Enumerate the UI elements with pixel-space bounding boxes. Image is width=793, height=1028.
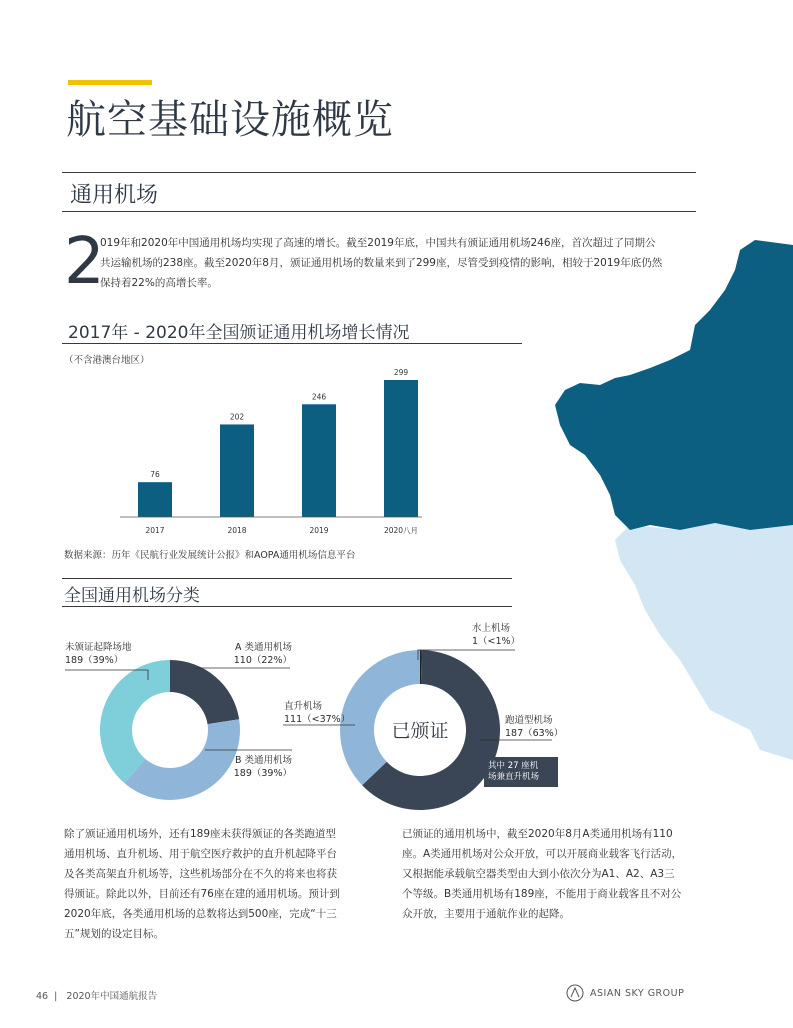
bar-category-label: 2019 — [309, 526, 329, 535]
bar-value-label: 202 — [229, 412, 245, 422]
bar-value-label: 76 — [150, 470, 160, 480]
text-line: 2020年底，各类通用机场的总数将达到500座，完成“十三 — [64, 908, 337, 920]
page-number: 46 — [36, 991, 49, 1002]
donut-center-label: 已颁证 — [391, 720, 449, 742]
bar-value-label: 299 — [393, 368, 409, 377]
label-class-a: A 类通用机场 110（22%） — [233, 642, 292, 666]
text-line: 五”规划的设定目标。 — [64, 928, 164, 940]
footer-divider: | — [51, 991, 64, 1002]
bottom-left-paragraph — [64, 824, 384, 944]
bar-value-label: 246 — [311, 392, 327, 402]
leader-water — [418, 650, 515, 660]
growth-chart-title: 2017年 - 2020年全国颁证通用机场增长情况 — [68, 323, 410, 343]
brand-name: ASIAN SKY GROUP — [590, 987, 685, 999]
growth-chart-note: （不含港澳台地区） — [64, 355, 150, 366]
text-line: 及各类高架直升机场等，这些机场部分在不久的将来也将获 — [64, 868, 337, 880]
text-line: 得颁证。除此以外，目前还有76座在建的通用机场。预计到 — [64, 888, 340, 900]
text-line: 个等级。B类通用机场有189座，不能用于商业载客且不对公 — [402, 888, 682, 900]
label-class-b: B 类通用机场 189（39%） — [233, 755, 292, 779]
text-line: 通用机场、直升机场、用于航空医疗救护的直升机起降平台 — [64, 848, 337, 860]
leader-unlicensed — [65, 670, 148, 680]
intro-line-2: 共运输机场的238座。截至2020年8月，颁证通用机场的数量来到了299座，尽管受到疫情的影响，相较于2019年底仍然 — [100, 257, 663, 269]
bar-category-label: 2018 — [227, 526, 247, 535]
classification-title: 全国通用机场分类 — [64, 586, 200, 606]
bar-category-label: 2017 — [145, 526, 165, 535]
label-heli: 直升机场 111（<37%） — [284, 701, 351, 725]
section-title: 通用机场 — [70, 183, 159, 208]
label-unlicensed: 未颁证起降场地 189（39%） — [65, 642, 132, 666]
growth-chart-source: 数据来源：历年《民航行业发展统计公报》和AOPA通用机场信息平台 — [64, 550, 356, 561]
brand-logo-icon — [566, 984, 584, 1002]
footer-brand — [566, 984, 684, 1002]
bar-category-label: 2020八月 — [383, 526, 419, 535]
callout-text: 其中 27 座机 场兼直升机场 — [488, 761, 540, 782]
label-water: 水上机场 1（<1%） — [472, 623, 521, 647]
text-line: 又根据能承载航空器类型由大到小依次分为A1、A2、A3三 — [402, 868, 675, 880]
intro-dropcap: 2 — [64, 225, 105, 299]
text-line: 座。A类通用机场对公众开放，可以开展商业载客飞行活动， — [402, 848, 683, 860]
footer-page-info — [36, 988, 157, 1002]
text-line: 已颁证的通用机场中，截至2020年8月A类通用机场有110 — [402, 828, 673, 840]
label-runway: 跑道型机场 187（63%） — [505, 715, 564, 739]
page-title: 航空基础设施概览 — [66, 97, 394, 143]
intro-line-3: 保持着22%的高增长率。 — [100, 277, 218, 289]
text-line: 众开放，主要用于通航作业的起降。 — [402, 908, 570, 920]
report-name: 2020年中国通航报告 — [66, 991, 158, 1002]
intro-line-1: 019年和2020年中国通用机场均实现了高速的增长。截至2019年底，中国共有颁证通用机场246座，首次超过了同期公 — [100, 237, 656, 249]
text-line: 除了颁证通用机场外，还有189座未获得颁证的各类跑道型 — [64, 828, 337, 840]
bottom-right-paragraph — [402, 824, 712, 924]
